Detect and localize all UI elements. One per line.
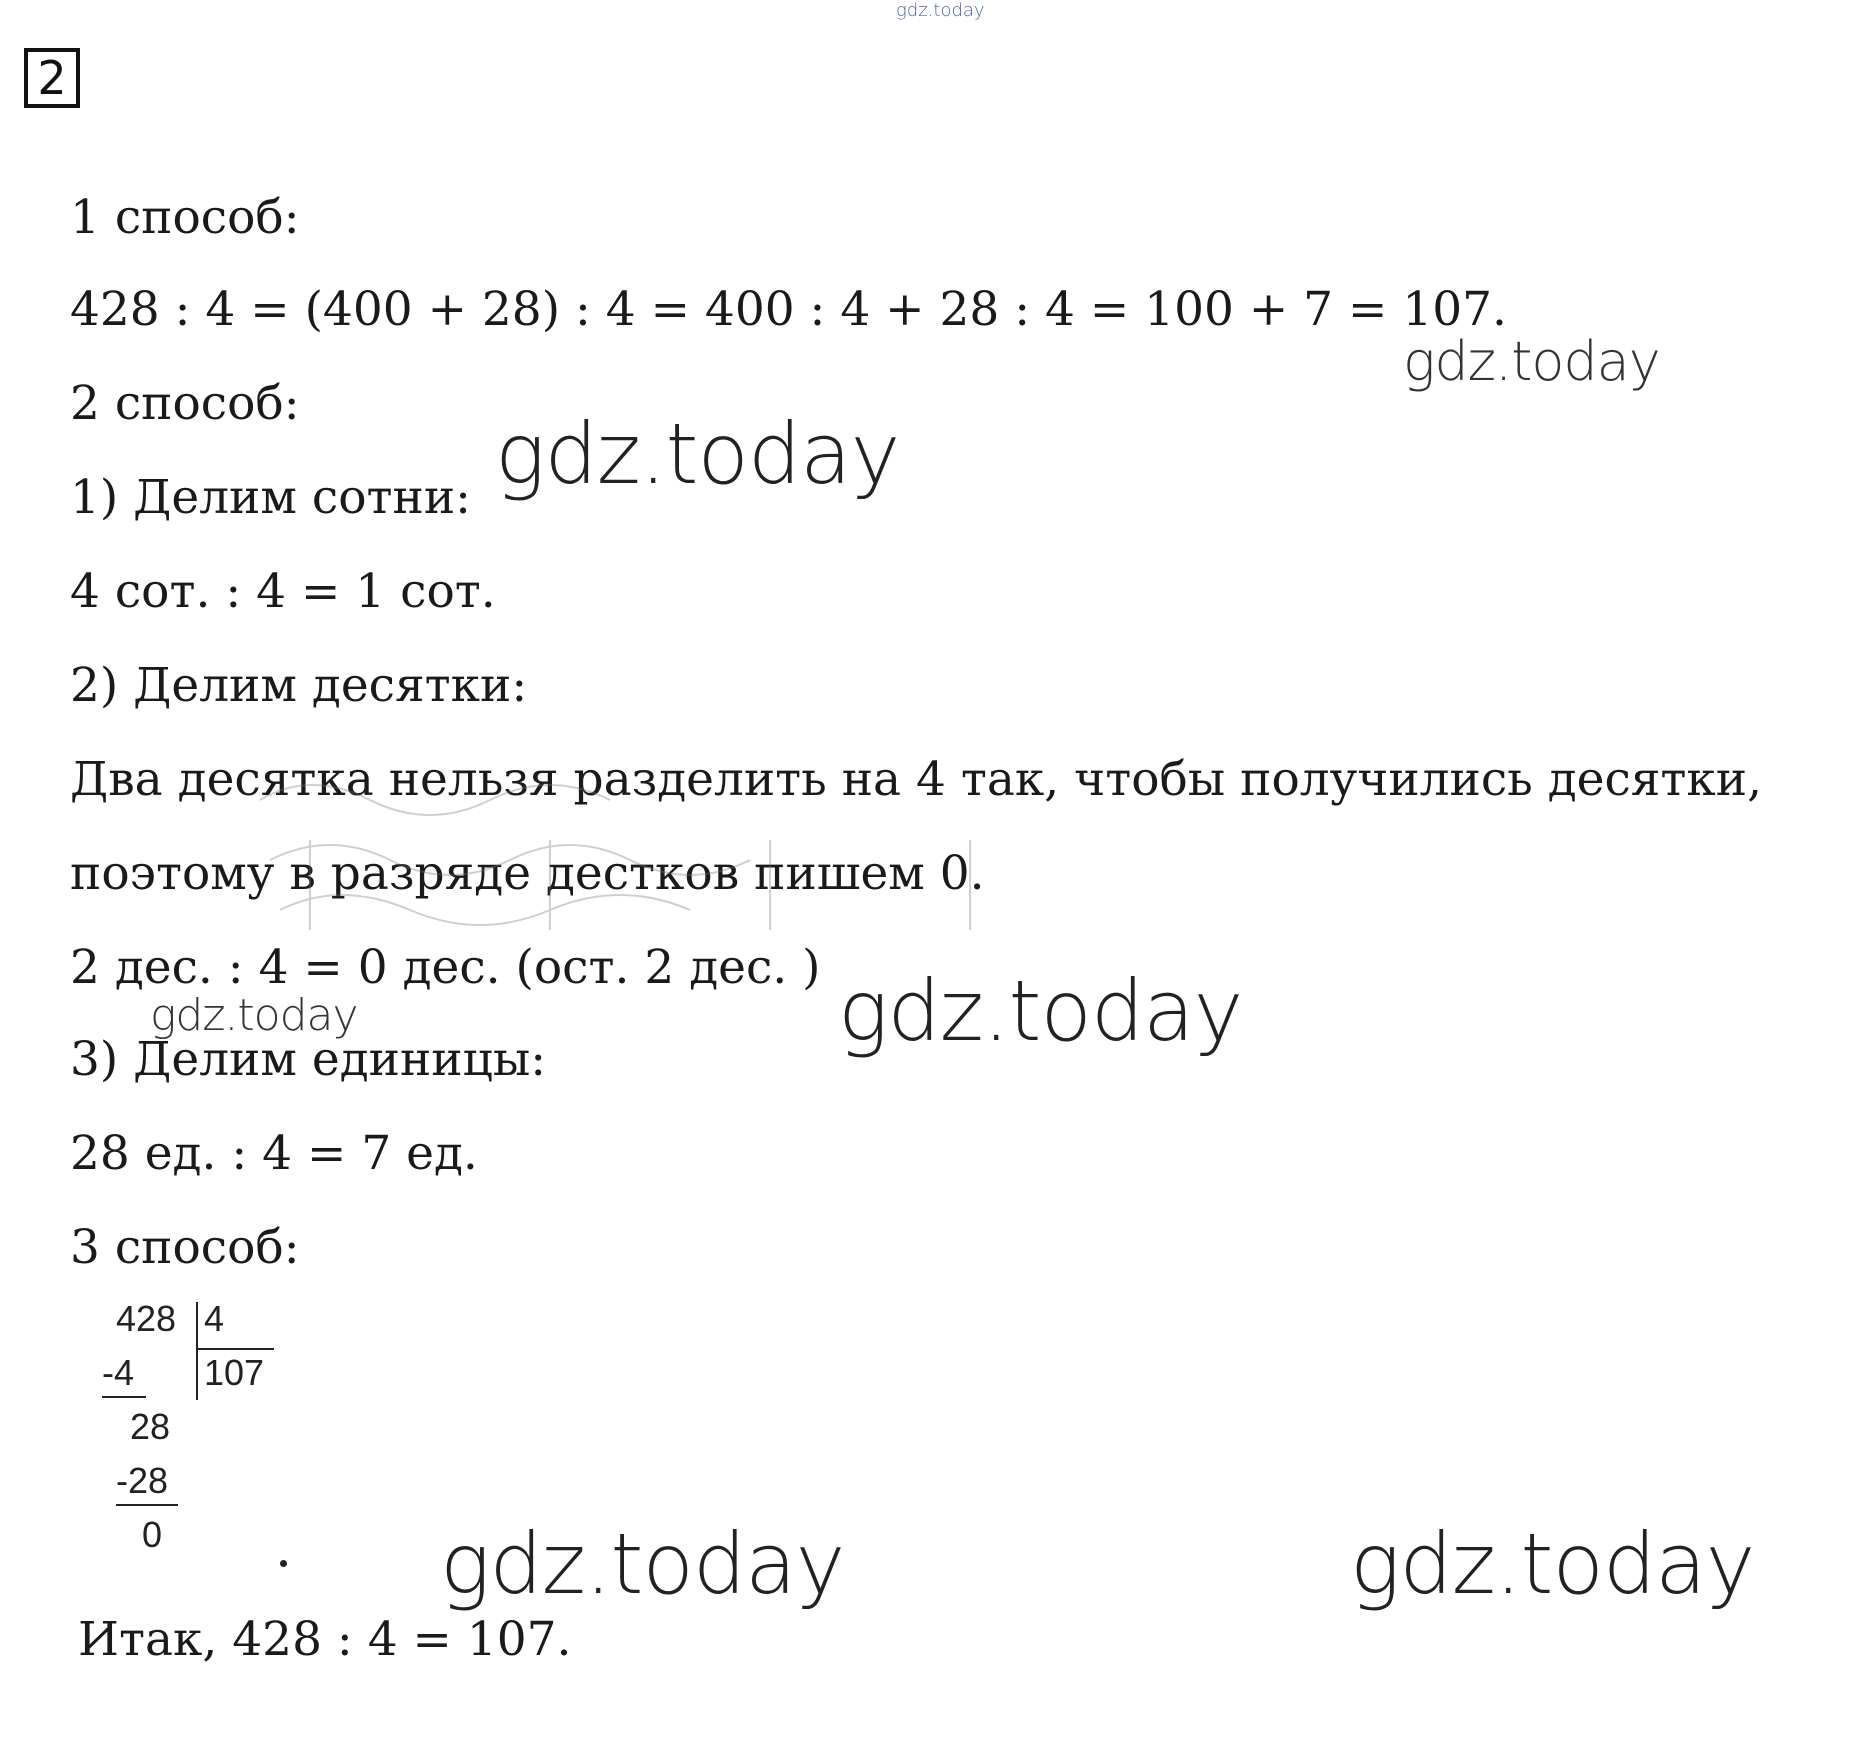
watermark-d: gdz.today (838, 962, 1243, 1060)
method-2-text-1: Два десятка нельзя разделить на 4 так, чтобы получились десятки, (70, 752, 1763, 807)
watermark-b: gdz.today (495, 405, 900, 503)
method-2-step-3: 3) Делим единицы: (70, 1032, 547, 1087)
method-2-calc-1: 4 сот. : 4 = 1 сот. (70, 564, 496, 619)
method-2-title: 2 способ: (70, 376, 300, 431)
method-1-title: 1 способ: (70, 190, 300, 245)
division-subtrahend-2: -28 (116, 1460, 169, 1501)
method-2-step-2: 2) Делим десятки: (70, 658, 528, 713)
long-division (100, 1298, 300, 1578)
method-3-title: 3 способ: (70, 1220, 300, 1275)
division-quotient: 107 (204, 1352, 265, 1393)
method-2-calc-2: 2 дес. : 4 = 0 дес. (ост. 2 дес. ) (70, 940, 821, 995)
watermark-top: gdz.today (896, 0, 985, 21)
division-vertical-bar (196, 1302, 198, 1400)
division-remainder-1: 28 (130, 1406, 171, 1447)
task-number-box: 2 (24, 48, 80, 108)
division-quotient-bar (196, 1348, 274, 1350)
watermark-f: gdz.today (1350, 1515, 1755, 1613)
division-underline-1 (102, 1396, 146, 1398)
method-2-calc-3: 28 ед. : 4 = 7 ед. (70, 1126, 478, 1181)
stray-dot (280, 1560, 287, 1567)
watermark-e: gdz.today (440, 1515, 845, 1613)
division-dividend: 428 (116, 1298, 177, 1339)
method-2-step-1: 1) Делим сотни: (70, 470, 471, 525)
division-subtrahend-1: -4 (102, 1352, 135, 1393)
division-remainder-2: 0 (142, 1514, 163, 1555)
division-divisor: 4 (204, 1298, 225, 1339)
method-1-expression: 428 : 4 = (400 + 28) : 4 = 400 : 4 + 28 : 4 = 100 + 7 = 107. (70, 282, 1507, 337)
watermark-c: gdz.today (150, 990, 358, 1041)
conclusion: Итак, 428 : 4 = 107. (78, 1612, 572, 1667)
ghost-overlay (250, 760, 990, 950)
method-2-text-2: поэтому в разряде дестков пишем 0. (70, 846, 985, 901)
watermark-a: gdz.today (1403, 330, 1660, 393)
division-underline-2 (116, 1504, 178, 1506)
